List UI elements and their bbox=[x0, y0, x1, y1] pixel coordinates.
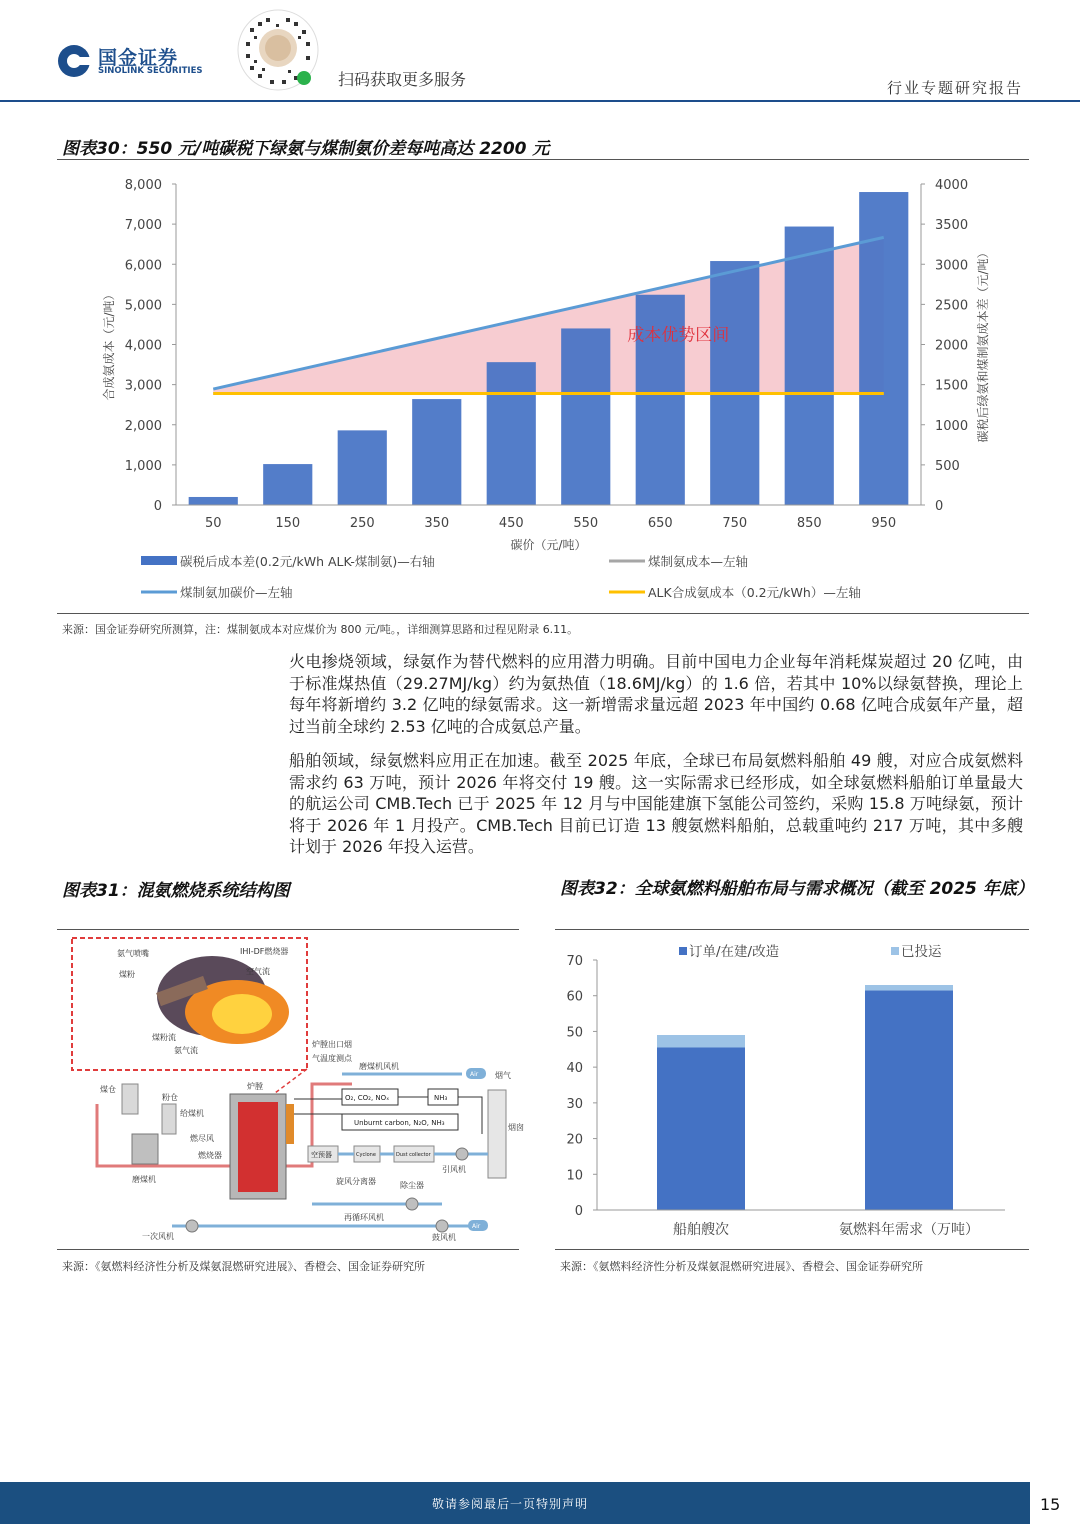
label-ammonia-nozzle: 氨气喷嘴 bbox=[117, 949, 149, 958]
cost-advantage-label: 成本优势区间 bbox=[627, 325, 730, 346]
y-right-tick-label: 2000 bbox=[935, 338, 969, 354]
x-tick-label: 650 bbox=[647, 516, 673, 531]
legend-label: 煤制氨成本—左轴 bbox=[648, 554, 749, 569]
label-air-bottom: Air bbox=[472, 1223, 481, 1230]
y-tick-label: 0 bbox=[574, 1204, 583, 1219]
label-blower: 鼓风机 bbox=[432, 1233, 456, 1242]
blower bbox=[436, 1220, 448, 1232]
report-type-label: 行业专题研究报告 bbox=[886, 79, 1023, 97]
bar-cost-gap bbox=[785, 227, 834, 505]
legend-label: 订单/在建/改造 bbox=[689, 944, 780, 960]
paragraph-power-plant: 火电掺烧领域，绿氨作为替代燃料的应用潜力明确。目前中国电力企业每年消耗煤炭超过 20 亿吨，由于标准煤热值（29.27MJ/kg）约为氨热值（18.6MJ/kg）的 1.6 倍，若其中 10%以绿氨替换，理论上每年将新增约 3.2 亿吨的绿氨需求。这一新增需求量远超 2023 年中国约 0.68 亿吨合成氨年产量，超过当前全球约 2.53 亿吨的合成氨总产量。 bbox=[289, 652, 1023, 736]
y-right-tick-label: 500 bbox=[935, 458, 960, 474]
legend-swatch bbox=[891, 947, 899, 955]
label-coal-bin: 煤仓 bbox=[100, 1085, 116, 1094]
bar-cost-gap bbox=[338, 430, 387, 505]
legend-label: 碳税后成本差(0.2元/kWh ALK-煤制氨)—右轴 bbox=[180, 554, 435, 569]
stacked-bar-segment bbox=[657, 1035, 745, 1048]
label-chimney: 烟囱 bbox=[508, 1123, 524, 1132]
x-tick-label: 50 bbox=[204, 516, 222, 531]
label-furnace: 炉膛 bbox=[247, 1082, 263, 1091]
legend-label: 已投运 bbox=[901, 944, 942, 960]
header-divider bbox=[0, 100, 1080, 102]
fig32-chart bbox=[555, 932, 1029, 1246]
fig31-diagram bbox=[62, 934, 524, 1246]
scan-service-text: 扫码获取更多服务 bbox=[338, 70, 467, 89]
fig30-source: 来源：国金证券研究所测算，注：煤制氨成本对应煤价为 800 元/吨。，详细测算思路和过程见附录 6.11。 bbox=[62, 623, 579, 636]
label-burner: IHI-DF燃烧器 bbox=[240, 947, 289, 956]
furnace-fire bbox=[238, 1102, 278, 1192]
label-primary-fan: 一次风机 bbox=[142, 1232, 174, 1241]
x-tick-label: 150 bbox=[275, 516, 301, 531]
fig32-source: 来源：《氨燃料经济性分析及煤氨混燃研究进展》、香橙会、国金证券研究所 bbox=[560, 1260, 923, 1273]
id-fan bbox=[456, 1148, 468, 1160]
label-dust: 除尘器 bbox=[400, 1181, 424, 1190]
x-tick-label: 氨燃料年需求（万吨） bbox=[839, 1222, 979, 1238]
fig30-top-rule bbox=[57, 159, 1029, 160]
y-right-axis-title: 碳税后绿氨和煤制氨成本差（元/吨） bbox=[976, 246, 990, 443]
label-recirc-fan: 再循环风机 bbox=[344, 1213, 384, 1222]
label-air-top: Air bbox=[470, 1071, 479, 1078]
x-tick-label: 船舶艘次 bbox=[673, 1222, 729, 1238]
y-right-tick-label: 1000 bbox=[935, 418, 969, 434]
y-right-tick-label: 3500 bbox=[935, 218, 969, 234]
y-left-tick-label: 7,000 bbox=[124, 218, 162, 234]
fig31-title: 图表31：混氨燃烧系统结构图 bbox=[62, 881, 290, 901]
legend-label: ALK合成氨成本（0.2元/kWh）—左轴 bbox=[648, 585, 861, 600]
bar-cost-gap bbox=[561, 328, 610, 505]
y-left-tick-label: 8,000 bbox=[124, 178, 162, 193]
stacked-bar-segment bbox=[865, 990, 953, 1210]
y-right-tick-label: 1500 bbox=[935, 378, 969, 394]
fig30-chart bbox=[57, 162, 1029, 610]
y-tick-label: 30 bbox=[566, 1096, 583, 1112]
powder-bin bbox=[162, 1104, 176, 1134]
bar-cost-gap bbox=[859, 192, 908, 505]
qr-code-icon[interactable] bbox=[236, 8, 320, 92]
fig30-bottom-rule bbox=[57, 613, 1029, 614]
nh3-line bbox=[458, 1097, 482, 1134]
label-nh3: NH₃ bbox=[434, 1094, 448, 1102]
y-tick-label: 40 bbox=[566, 1061, 583, 1077]
footer-disclaimer[interactable]: 敬请参阅最后一页特别声明 bbox=[431, 1497, 588, 1511]
label-powder-bin: 粉仓 bbox=[162, 1093, 178, 1102]
bar-cost-gap bbox=[487, 362, 536, 505]
x-tick-label: 250 bbox=[349, 516, 375, 531]
sinolink-logo-icon bbox=[57, 44, 91, 78]
coal-bin bbox=[122, 1084, 138, 1114]
page-number: 15 bbox=[1040, 1495, 1061, 1514]
flame-core bbox=[212, 994, 272, 1034]
fig32-top-rule bbox=[555, 929, 1029, 930]
coal-mill bbox=[132, 1134, 158, 1164]
x-tick-label: 950 bbox=[871, 516, 897, 531]
label-mill: 磨煤机 bbox=[132, 1175, 156, 1184]
brand-name-cn: 国金证券 bbox=[98, 47, 179, 69]
label-feeder: 给煤机 bbox=[180, 1109, 204, 1118]
furnace-duct bbox=[286, 1104, 294, 1144]
fig31-bottom-rule bbox=[57, 1249, 519, 1250]
y-tick-label: 60 bbox=[566, 989, 583, 1005]
page-header bbox=[0, 0, 1080, 102]
fig31-top-rule bbox=[57, 929, 519, 930]
y-left-axis-title: 合成氨成本（元/吨） bbox=[102, 288, 116, 401]
x-tick-label: 750 bbox=[722, 516, 748, 531]
label-gases: O₂, CO₂, NOₓ bbox=[345, 1094, 390, 1102]
label-preheater: 空预器 bbox=[311, 1151, 332, 1159]
label-gas-temp: 气温度测点 bbox=[312, 1054, 352, 1063]
chimney bbox=[488, 1090, 506, 1178]
label-cyclone: 旋风分离器 bbox=[336, 1177, 376, 1186]
bar-cost-gap bbox=[189, 497, 238, 505]
label-ammonia-flow: 氨气流 bbox=[174, 1046, 198, 1055]
primary-fan bbox=[186, 1220, 198, 1232]
fig32-title: 图表32：全球氨燃料船舶布局与需求概况（截至 2025 年底） bbox=[560, 879, 1034, 899]
x-tick-label: 550 bbox=[573, 516, 599, 531]
stacked-bar-segment bbox=[865, 985, 953, 990]
x-tick-label: 350 bbox=[424, 516, 450, 531]
label-flue-gas: 烟气 bbox=[495, 1071, 511, 1080]
fig30-title: 图表30：550 元/吨碳税下绿氨与煤制氨价差每吨高达 2200 元 bbox=[62, 139, 550, 159]
label-coal-flow: 煤粉流 bbox=[152, 1033, 176, 1042]
y-left-tick-label: 2,000 bbox=[124, 418, 162, 434]
y-right-tick-label: 2500 bbox=[935, 298, 969, 314]
label-coal-powder: 煤粉 bbox=[119, 970, 135, 979]
bar-cost-gap bbox=[263, 464, 312, 505]
stacked-bar-segment bbox=[657, 1048, 745, 1211]
brand-name-en: SINOLINK SECURITIES bbox=[98, 66, 203, 76]
label-furnace-outlet: 炉膛出口烟 bbox=[312, 1040, 352, 1049]
fig32-bottom-rule bbox=[555, 1249, 1029, 1250]
y-tick-label: 50 bbox=[566, 1025, 583, 1041]
y-tick-label: 20 bbox=[566, 1132, 583, 1148]
fig31-source: 来源：《氨燃料经济性分析及煤氨混燃研究进展》、香橙会、国金证券研究所 bbox=[62, 1260, 425, 1273]
y-right-tick-label: 0 bbox=[935, 499, 944, 514]
legend-swatch bbox=[679, 947, 687, 955]
legend-swatch bbox=[141, 556, 177, 565]
y-left-tick-label: 1,000 bbox=[124, 458, 162, 474]
recirc-fan bbox=[406, 1198, 418, 1210]
label-air-flow: 空气流 bbox=[246, 967, 270, 976]
paragraph-shipping: 船舶领域，绿氨燃料应用正在加速。截至 2025 年底，全球已布局氨燃料船舶 49 艘，对应合成氨燃料需求约 63 万吨，预计 2026 年将交付 19 艘。这一实际需求已经形成，如全球氨燃料船舶订单量最大的航运公司 CMB.Tech 已于 2025 年 12 月与中国能建旗下氢能公司签约，采购 15.8 万吨绿氨，预计将于 2026 年 1 月投产。CMB.Tech 目前已订造 13 艘氨燃料船舶，总载重吨约 217 万吨，其中多艘计划于 2026 年投入运营。 bbox=[289, 751, 1023, 856]
label-dust-en: Dust collector bbox=[396, 1152, 431, 1158]
y-left-tick-label: 0 bbox=[153, 499, 162, 514]
legend-label: 煤制氨加碳价—左轴 bbox=[180, 585, 293, 600]
y-right-tick-label: 3000 bbox=[935, 258, 969, 274]
y-left-tick-label: 6,000 bbox=[124, 258, 162, 274]
y-tick-label: 70 bbox=[566, 954, 583, 969]
label-cyclone-en: Cyclone bbox=[356, 1152, 376, 1158]
y-tick-label: 10 bbox=[566, 1168, 583, 1184]
label-burnout-air: 燃尽风 bbox=[190, 1134, 214, 1143]
x-axis-title: 碳价（元/吨） bbox=[510, 538, 587, 552]
bar-cost-gap bbox=[710, 261, 759, 505]
y-left-tick-label: 3,000 bbox=[124, 378, 162, 394]
y-right-tick-label: 4000 bbox=[935, 178, 969, 193]
label-burner-short: 燃烧器 bbox=[198, 1151, 222, 1160]
x-tick-label: 450 bbox=[498, 516, 524, 531]
label-id-fan: 引风机 bbox=[442, 1165, 466, 1174]
label-mill-fan: 磨煤机风机 bbox=[359, 1062, 399, 1071]
bar-cost-gap bbox=[412, 399, 461, 505]
label-unburnt: Unburnt carbon, N₂O, NH₃ bbox=[354, 1119, 445, 1127]
x-tick-label: 850 bbox=[796, 516, 822, 531]
y-left-tick-label: 5,000 bbox=[124, 298, 162, 314]
y-left-tick-label: 4,000 bbox=[124, 338, 162, 354]
